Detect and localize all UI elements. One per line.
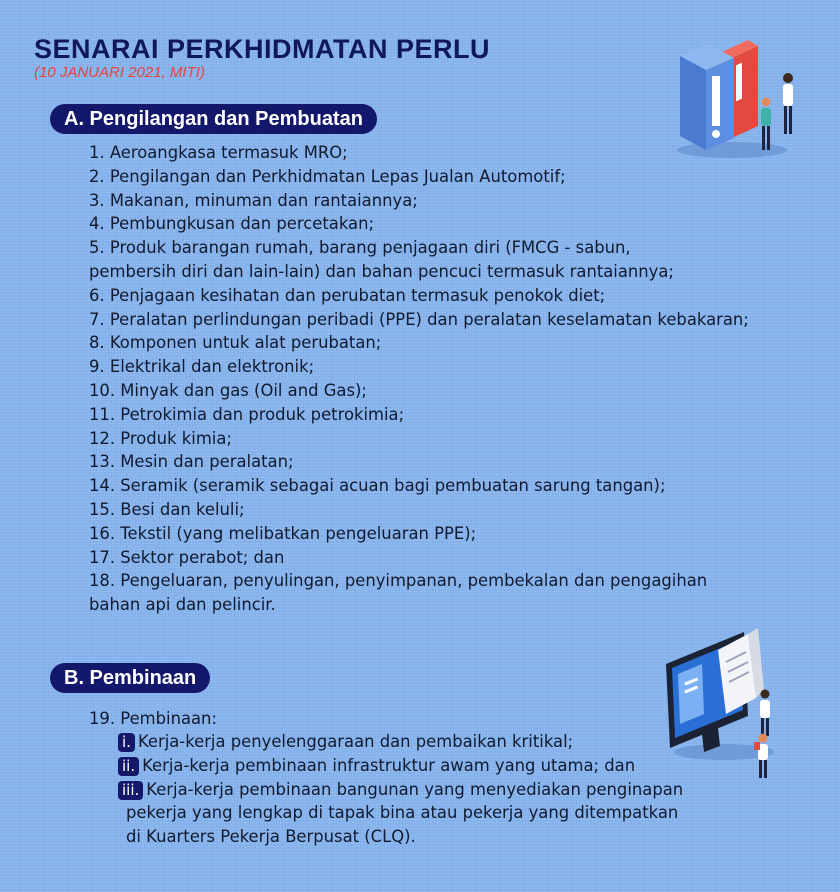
sub-list-continuation: di Kuarters Pekerja Berpusat (CLQ). xyxy=(126,827,416,847)
list-item: 2. Pengilangan dan Perkhidmatan Lepas Jualan Automotif; xyxy=(89,166,566,186)
list-item: 8. Komponen untuk alat perubatan; xyxy=(89,333,382,353)
list-item: bahan api dan pelincir. xyxy=(89,595,276,615)
sub-list-item xyxy=(118,778,683,802)
list-item: 4. Pembungkusan dan percetakan; xyxy=(89,214,374,234)
list-item: 17. Sektor perabot; dan xyxy=(89,547,285,567)
page-title: SENARAI PERKHIDMATAN PERLU xyxy=(34,34,491,64)
list-item: 7. Peralatan perlindungan peribadi (PPE) dan peralatan keselamatan kebakaran; xyxy=(89,309,749,329)
sub-list-item xyxy=(118,754,683,778)
list-item: 14. Seramik (seramik sebagai acuan bagi pembuatan sarung tangan); xyxy=(89,476,666,496)
list-item: 6. Penjagaan kesihatan dan perubatan termasuk penokok diet; xyxy=(89,285,606,305)
section-b-item xyxy=(89,707,217,731)
list-item: 16. Tekstil (yang melibatkan pengeluaran PPE); xyxy=(89,523,477,543)
section-a-list xyxy=(89,141,749,617)
section-b-heading: B. Pembinaan xyxy=(50,663,210,693)
section-a-heading: A. Pengilangan dan Pembuatan xyxy=(50,104,377,134)
sub-list-item-text: Kerja-kerja pembinaan infrastruktur awam yang utama; dan xyxy=(142,755,636,775)
section-b-subitems xyxy=(118,730,683,849)
list-item: 3. Makanan, minuman dan rantaiannya; xyxy=(89,190,418,210)
sub-list-item-text: Kerja-kerja penyelenggaraan dan pembaikan kritikal; xyxy=(137,732,574,751)
roman-numeral-badge: ii. xyxy=(118,757,139,776)
list-item: 10. Minyak dan gas (Oil and Gas); xyxy=(89,380,367,400)
roman-numeral-badge: iii. xyxy=(118,781,143,800)
list-item: 9. Elektrikal dan elektronik; xyxy=(89,357,315,377)
list-item: 12. Produk kimia; xyxy=(89,428,232,448)
list-item: 13. Mesin dan peralatan; xyxy=(89,452,294,472)
list-item: 19. Pembinaan: xyxy=(89,709,217,728)
sub-list-item xyxy=(118,730,683,754)
list-item: pembersih diri dan lain-lain) dan bahan pencuci termasuk rantaiannya; xyxy=(89,261,674,281)
roman-numeral-badge: i. xyxy=(118,733,135,752)
list-item: 1. Aeroangkasa termasuk MRO; xyxy=(89,143,348,162)
list-item: 18. Pengeluaran, penyulingan, penyimpanan, pembekalan dan pengagihan xyxy=(89,571,708,591)
list-item: 5. Produk barangan rumah, barang penjagaan diri (FMCG - sabun, xyxy=(89,238,631,258)
sub-list-continuation: pekerja yang lengkap di tapak bina atau pekerja yang ditempatkan xyxy=(126,803,679,823)
list-item: 15. Besi dan keluli; xyxy=(89,499,245,519)
list-item: 11. Petrokimia dan produk petrokimia; xyxy=(89,404,405,424)
page-subtitle: (10 JANUARI 2021, MITI) xyxy=(34,64,205,81)
sub-list-item-text: Kerja-kerja pembinaan bangunan yang menyediakan penginapan xyxy=(146,779,684,799)
